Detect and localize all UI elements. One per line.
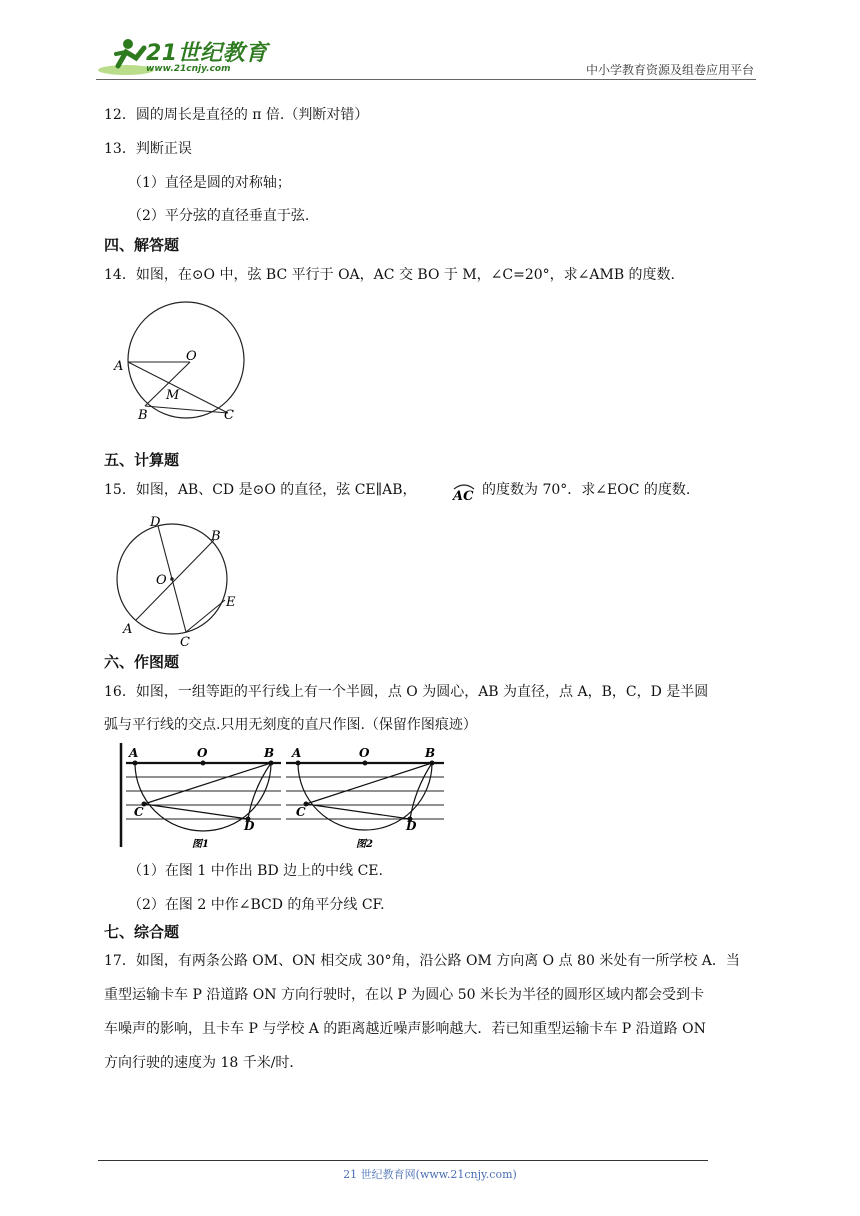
question-16-figures xyxy=(116,743,448,851)
fig2-label-b: B xyxy=(425,746,436,760)
question-13-item-2: （2）平分弦的直径垂直于弦. xyxy=(128,208,310,224)
arc-ac-icon xyxy=(450,480,478,502)
question-16-item-1: （1）在图 1 中作出 BD 边上的中线 CE. xyxy=(128,863,383,879)
fig1-label-a: A xyxy=(129,746,139,760)
question-12: 12．圆的周长是直径的 π 倍.（判断对错） xyxy=(104,107,369,123)
label-a: A xyxy=(123,622,133,637)
question-15-figure xyxy=(114,514,244,650)
figure-1 xyxy=(126,746,281,850)
question-14-figure xyxy=(112,300,252,425)
footer-divider xyxy=(98,1160,708,1161)
question-17-line-3: 车噪声的影响，且卡车 P 与学校 A 的距离越近噪声影响越大．若已知重型运输卡车 P 沿道路 ON xyxy=(104,1021,706,1037)
arc-label: AC xyxy=(453,489,474,502)
section-heading-4: 四、解答题 xyxy=(104,236,180,254)
fig1-caption: 图1 xyxy=(192,839,209,850)
section-heading-6: 六、作图题 xyxy=(104,653,180,671)
fig1-label-o: O xyxy=(197,746,208,760)
header-divider xyxy=(96,79,756,80)
section-heading-7: 七、综合题 xyxy=(104,923,180,941)
platform-name: 中小学教育资源及组卷应用平台 xyxy=(585,63,754,77)
question-14: 14．如图，在⊙O 中，弦 BC 平行于 OA，AC 交 BO 于 M，∠C=20°，求∠AMB 的度数. xyxy=(104,267,676,283)
fig2-label-a: A xyxy=(292,746,302,760)
question-16-line-1: 16．如图，一组等距的平行线上有一个半圆，点 O 为圆心，AB 为直径，点 A，B，C，D 是半圆 xyxy=(104,684,709,700)
figure-2 xyxy=(286,746,444,850)
label-o: O xyxy=(186,349,197,364)
label-a: A xyxy=(114,359,124,374)
label-b: B xyxy=(211,529,221,544)
question-13-title: 13．判断正误 xyxy=(104,141,192,157)
question-17-line-1: 17．如图，有两条公路 OM、ON 相交成 30°角，沿公路 OM 方向离 O 点 80 米处有一所学校 A．当 xyxy=(104,953,740,969)
question-16-line-2: 弧与平行线的交点.只用无刻度的直尺作图.（保留作图痕迹） xyxy=(104,717,477,733)
fig2-label-c: C xyxy=(296,805,306,819)
question-17-line-4: 方向行驶的速度为 18 千米/时． xyxy=(104,1055,304,1071)
label-o: O xyxy=(156,573,167,588)
brand-url: www.21cnjy.com xyxy=(146,64,231,74)
label-c: C xyxy=(180,635,190,650)
fig2-label-d: D xyxy=(406,819,417,833)
label-c: C xyxy=(224,408,234,423)
footer-link[interactable]: 21 世纪教育网(www.21cnjy.com) xyxy=(343,1168,517,1181)
fig2-caption: 图2 xyxy=(356,839,373,850)
brand-name: 21世纪教育 xyxy=(146,41,268,66)
section-heading-5: 五、计算题 xyxy=(104,451,180,469)
fig1-label-d: D xyxy=(244,819,255,833)
question-16-item-2: （2）在图 2 中作∠BCD 的角平分线 CF. xyxy=(128,897,385,913)
label-e: E xyxy=(226,595,236,610)
question-17-line-2: 重型运输卡车 P 沿道路 ON 方向行驶时，在以 P 为圆心 50 米长为半径的圆形区域内都会受到卡 xyxy=(104,987,704,1003)
fig1-label-c: C xyxy=(134,805,144,819)
fig2-label-o: O xyxy=(359,746,370,760)
label-m: M xyxy=(166,388,180,403)
question-15-text-after: 的度数为 70°．求∠EOC 的度数. xyxy=(482,482,691,498)
question-13-item-1: （1）直径是圆的对称轴； xyxy=(128,175,291,191)
label-b: B xyxy=(138,408,148,423)
fig1-label-b: B xyxy=(264,746,275,760)
question-15-text-before: 15．如图，AB、CD 是⊙O 的直径，弦 CE∥AB， xyxy=(104,482,417,498)
label-d: D xyxy=(150,515,161,530)
